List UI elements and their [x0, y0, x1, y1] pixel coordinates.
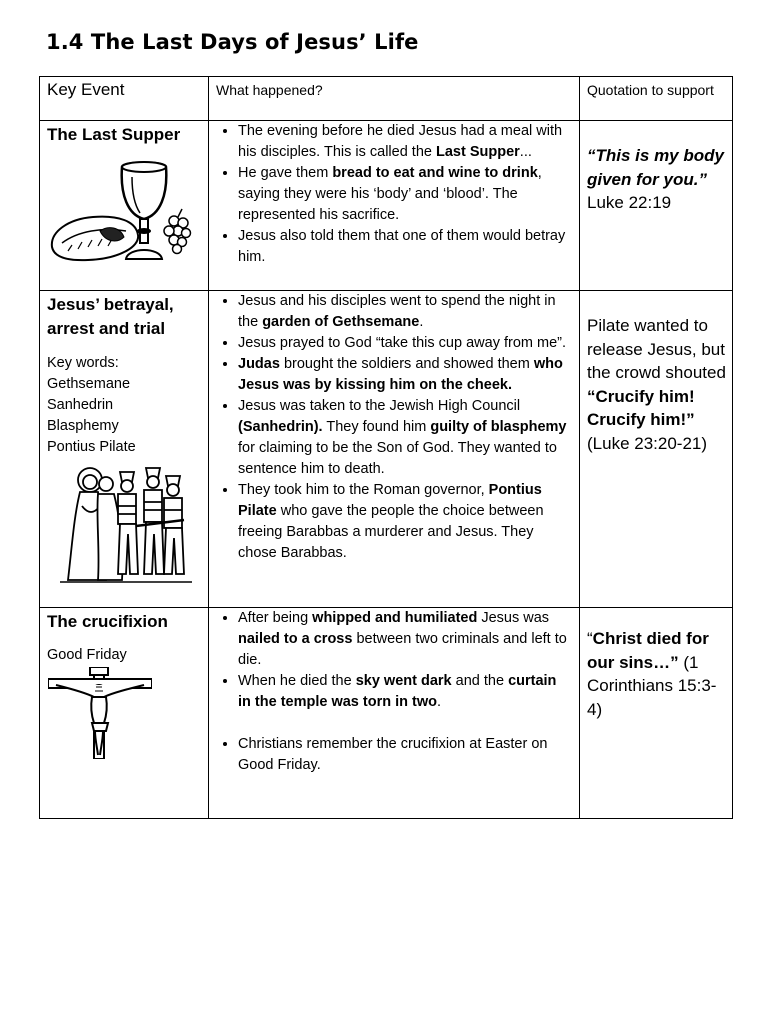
quote-cell — [580, 291, 733, 608]
table-row — [40, 121, 733, 291]
text-run: (Luke 23:20-21) — [587, 433, 708, 453]
what-happened-cell — [209, 608, 580, 819]
text-run: They took him to the Roman governor, — [238, 482, 489, 498]
bold-text: Pontius Pilate — [238, 482, 542, 519]
bold-text: “This is my body given for you.” — [587, 146, 724, 189]
event-subnote: Good Friday — [47, 647, 127, 663]
supporting-quote — [580, 121, 732, 215]
supporting-quote — [580, 291, 732, 455]
bold-text: Judas — [238, 356, 280, 372]
table-row — [40, 608, 733, 819]
bullet-item — [238, 396, 573, 480]
event-cell — [40, 291, 209, 608]
keywords-block — [40, 341, 208, 458]
judas-kiss-soldiers-icon — [60, 466, 192, 586]
chalice-bread-grapes-icon — [48, 147, 192, 269]
text-run: Luke 22:19 — [587, 193, 672, 212]
quote-cell — [580, 121, 733, 291]
text-run: Pilate wanted to release Jesus, but the crowd shouted — [587, 316, 726, 382]
header-what-happened: What happened? — [216, 82, 323, 98]
header-quotation: Quotation to support — [587, 82, 714, 98]
text-run: for claiming to be the Son of God. They wanted to sentence him to death. — [238, 440, 557, 477]
text-run: . — [419, 314, 424, 330]
bold-text: curtain in the temple was torn in two — [238, 673, 557, 710]
event-name: The Last Supper — [47, 125, 181, 144]
bullet-item — [238, 333, 573, 354]
bullet-item — [238, 480, 573, 564]
bold-text: garden of Gethsemane — [262, 314, 420, 330]
bullet-list — [209, 608, 579, 776]
text-run: ... — [519, 144, 532, 160]
text-run: He gave them — [238, 165, 333, 181]
supporting-quote — [580, 608, 732, 721]
text-run: The evening before he died Jesus had a meal with his disciples. This is called the — [238, 123, 563, 160]
bullet-item — [238, 354, 573, 396]
what-happened-cell — [209, 291, 580, 608]
text-run: . — [437, 694, 442, 710]
header-key-event-cell — [40, 77, 209, 121]
text-run: “ — [587, 629, 593, 648]
text-run: and the — [451, 673, 509, 689]
keyword: Pontius Pilate — [47, 439, 136, 455]
bullet-item — [238, 608, 573, 671]
bold-text: nailed to a cross — [238, 631, 353, 647]
bold-text: Last Supper — [436, 144, 520, 160]
bullet-item — [238, 121, 573, 163]
text-run: Jesus also told them that one of them would betray him. — [238, 228, 566, 265]
header-what-happened-cell — [209, 77, 580, 121]
text-run: Jesus and his disciples went to spend the night in the — [238, 293, 556, 330]
bullet-item — [238, 163, 573, 226]
text-run: They found him — [322, 419, 431, 435]
crucifix-icon — [48, 667, 152, 759]
bullet-list — [209, 291, 579, 564]
text-run: between two criminals and left to die. — [238, 631, 567, 668]
bullet-item — [238, 226, 573, 268]
bold-text: Christ died for our sins…” — [587, 629, 709, 672]
bold-text: who Jesus was by kissing him on the cheek. — [238, 356, 563, 393]
text-run: Jesus prayed to God “take this cup away from me”. — [238, 335, 566, 351]
table-header-row — [40, 77, 733, 121]
event-cell — [40, 608, 209, 819]
text-run: who gave the people the choice between freeing Barabbas a murderer and Jesus. They chose Barabbas. — [238, 503, 544, 561]
text-run: Christians remember the crucifixion at Easter on Good Friday. — [238, 736, 548, 773]
text-run: Jesus was — [477, 610, 550, 626]
table-row — [40, 291, 733, 608]
page-title: 1.4 The Last Days of Jesus’ Life — [46, 30, 419, 54]
text-run: (1 Corinthians 15:3-4) — [587, 652, 717, 719]
keyword: Blasphemy — [47, 418, 119, 434]
bold-text: whipped and humiliated — [312, 610, 478, 626]
quote-cell — [580, 608, 733, 819]
bullet-item — [238, 671, 573, 713]
text-run: , saying they were his ‘body’ and ‘blood’. The represented his sacrifice. — [238, 165, 542, 223]
keywords-label: Key words: — [47, 355, 119, 371]
text-run: brought the soldiers and showed them — [279, 356, 534, 372]
keyword: Gethsemane — [47, 376, 131, 392]
bold-text: bread to eat and wine to drink — [332, 165, 538, 181]
header-key-event: Key Event — [47, 80, 125, 99]
text-run: Jesus was taken to the Jewish High Council — [238, 398, 521, 414]
event-name: The crucifixion — [47, 612, 168, 631]
bullet-list — [209, 121, 579, 268]
text-run: When he died the — [238, 673, 356, 689]
what-happened-cell — [209, 121, 580, 291]
bold-text: sky went dark — [355, 673, 452, 689]
bullet-item — [238, 291, 573, 333]
event-name: Jesus’ betrayal, arrest and trial — [47, 295, 174, 338]
header-quotation-cell — [580, 77, 733, 121]
event-cell — [40, 121, 209, 291]
bold-text: guilty of blasphemy — [430, 419, 567, 435]
events-table — [39, 76, 733, 819]
text-run: After being — [238, 610, 313, 626]
keyword: Sanhedrin — [47, 397, 114, 413]
bold-text: (Sanhedrin). — [238, 419, 323, 435]
bullet-item — [238, 734, 573, 776]
bold-text: “Crucify him! Crucify him!” — [587, 386, 695, 429]
